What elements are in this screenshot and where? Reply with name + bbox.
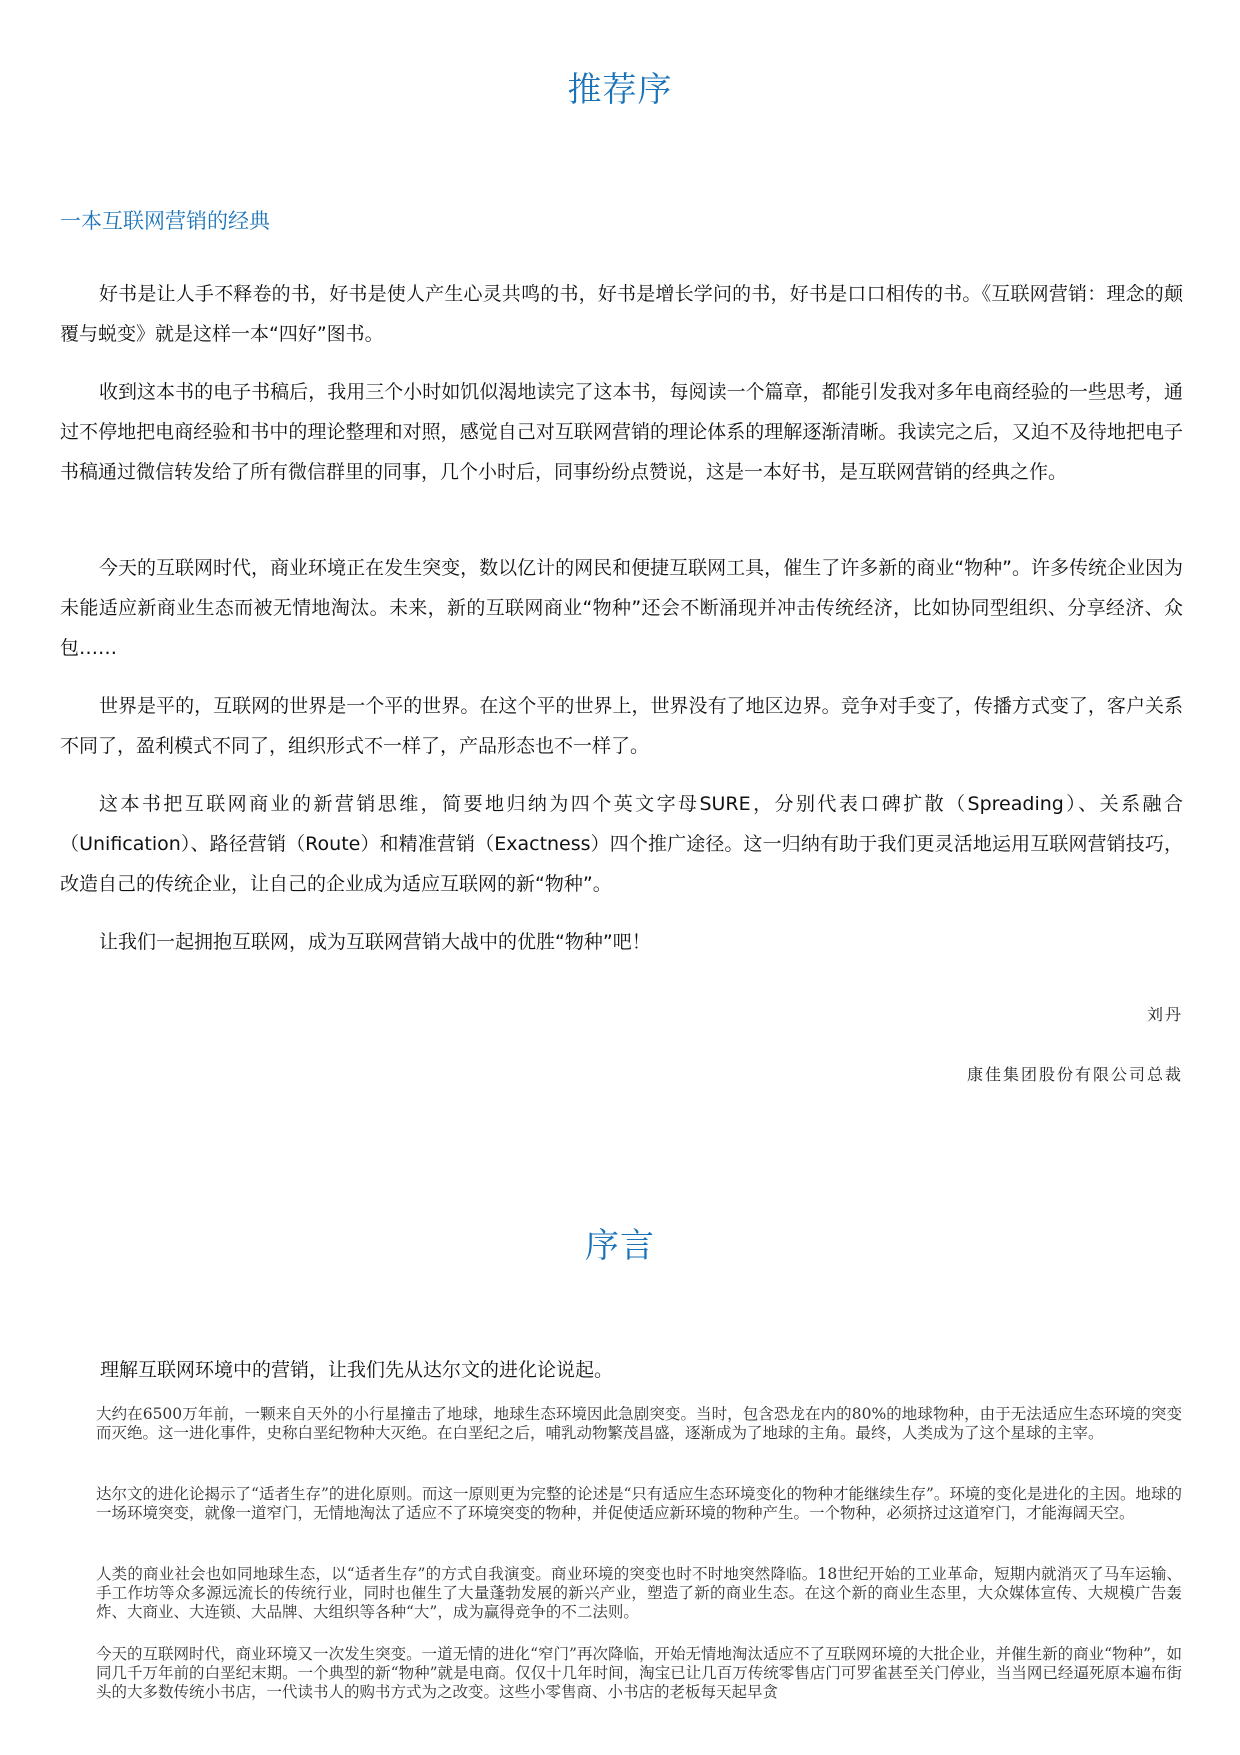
foreword-paragraph-5: 这本书把互联网商业的新营销思维，简要地归纳为四个英文字母SURE，分别代表口碑扩散（Spreading）、关系融合（Unification）、路径营销（Route）和精准营销（Exactness）四个推广途径。这一归纳有助于我们更灵活地运用互联网营销技巧，改造自己的传统企业，让自己的企业成为适应互联网的新“物种”。 [60,793,1183,895]
foreword-paragraph-1: 好书是让人手不释卷的书，好书是使人产生心灵共鸣的书，好书是增长学问的书，好书是口口相传的书。《互联网营销：理念的颠覆与蜕变》就是这样一本“四好”图书。 [60,283,1183,345]
preface-paragraph-4: 今天的互联网时代，商业环境又一次发生突变。一道无情的进化“窄门”再次降临，开始无情地淘汰适应不了互联网环境的大批企业，并催生新的商业“物种”，如同几千万年前的白垩纪末期。一个典型的新“物种”就是电商。仅仅十几年时间，淘宝已让几百万传统零售店门可罗雀甚至关门停业，当当网已经逼死原本遍布街头的大多数传统小书店，一代读书人的购书方式为之改变。这些小零售商、小书店的老板每天起早贪 [96,1645,1182,1701]
preface-lead: 理解互联网环境中的营销，让我们先从达尔文的进化论说起。 [100,1359,614,1381]
signature-title: 康佳集团股份有限公司总裁 [966,1065,1183,1084]
foreword-paragraph-2: 收到这本书的电子书稿后，我用三个小时如饥似渴地读完了这本书，每阅读一个篇章，都能引发我对多年电商经验的一些思考，通过不停地把电商经验和书中的理论整理和对照，感觉自己对互联网营销的理论体系的理解逐渐清晰。我读完之后，又迫不及待地把电子书稿通过微信转发给了所有微信群里的同事，几个小时后，同事纷纷点赞说，这是一本好书，是互联网营销的经典之作。 [60,381,1183,483]
foreword-subtitle: 一本互联网营销的经典 [60,209,270,233]
foreword-paragraph-3: 今天的互联网时代，商业环境正在发生突变，数以亿计的网民和便捷互联网工具，催生了许多新的商业“物种”。许多传统企业因为未能适应新商业生态而被无情地淘汰。未来，新的互联网商业“物种”还会不断涌现并冲击传统经济，比如协同型组织、分享经济、众包…… [60,557,1183,659]
preface-paragraph-3: 人类的商业社会也如同地球生态，以“适者生存”的方式自我演变。商业环境的突变也时不时地突然降临。18世纪开始的工业革命，短期内就消灭了马车运输、手工作坊等众多源远流长的传统行业，同时也催生了大量蓬勃发展的新兴产业，塑造了新的商业生态。在这个新的商业生态里，大众媒体宣传、大规模广告轰炸、大商业、大连锁、大品牌、大组织等各种“大”，成为赢得竞争的不二法则。 [96,1565,1182,1621]
preface-paragraph-1: 大约在6500万年前，一颗来自天外的小行星撞击了地球，地球生态环境因此急剧突变。当时，包含恐龙在内的80%的地球物种，由于无法适应生态环境的突变而灭绝。这一进化事件，史称白垩纪物种大灭绝。在白垩纪之后，哺乳动物繁茂昌盛，逐渐成为了地球的主角。最终，人类成为了这个星球的主宰。 [96,1405,1182,1442]
signature-name: 刘丹 [1146,1005,1183,1024]
foreword-title: 推荐序 [567,70,673,110]
preface-title: 序言 [585,1226,655,1266]
foreword-paragraph-6: 让我们一起拥抱互联网，成为互联网营销大战中的优胜“物种”吧！ [99,931,651,953]
preface-paragraph-2: 达尔文的进化论揭示了“适者生存”的进化原则。而这一原则更为完整的论述是“只有适应生态环境变化的物种才能继续生存”。环境的变化是进化的主因。地球的一场环境突变，就像一道窄门，无情地淘汰了适应不了环境突变的物种，并促使适应新环境的物种产生。一个物种，必须挤过这道窄门，才能海阔天空。 [96,1485,1182,1522]
foreword-paragraph-4: 世界是平的，互联网的世界是一个平的世界。在这个平的世界上，世界没有了地区边界。竞争对手变了，传播方式变了，客户关系不同了，盈利模式不同了，组织形式不一样了，产品形态也不一样了。 [60,695,1183,757]
